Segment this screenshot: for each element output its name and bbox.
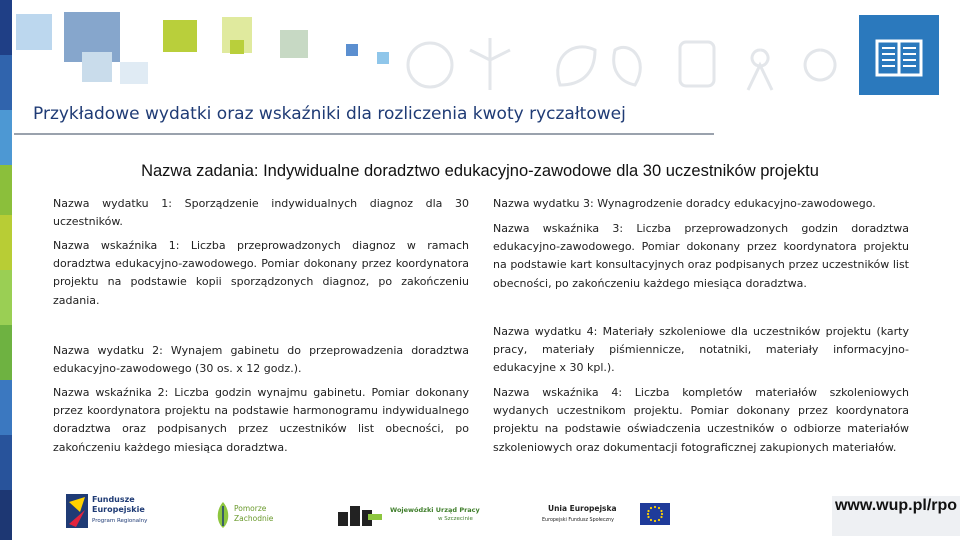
wup-line2: w Szczecinie <box>438 516 473 522</box>
footer-url[interactable]: www.wup.pl/rpo <box>832 496 960 536</box>
fe-star-icon <box>66 494 88 528</box>
indicator-4: Nazwa wskaźnika 4: Liczba kompletów materiałów szkoleniowych wydanych uczestnikom projektu. Pomiar dokonany przez koordynatora projektu na podstawie oświadczenia uczestników o odbiorze materiałów szkoleniowych oraz dokumentacji fotograficznej zakupionych materiałów. <box>493 386 909 454</box>
wind-turbine-icon <box>470 38 510 90</box>
expense-3: Nazwa wydatku 3: Wynagrodzenie doradcy edukacyjno-zawodowego. <box>493 197 876 210</box>
slide-title: Przykładowe wydatki oraz wskaźniki dla rozliczenia kwoty ryczałtowej <box>33 104 626 124</box>
hand-icon <box>408 43 452 87</box>
fe-line2: Europejskie <box>92 505 145 514</box>
fe-line3: Program Regionalny <box>92 518 148 524</box>
leaf-icon <box>558 47 595 85</box>
fundusze-europejskie-logo <box>66 494 166 530</box>
tram-icon <box>680 42 714 86</box>
pomorze-zachodnie-logo <box>214 498 284 532</box>
person-icon <box>748 50 772 90</box>
expense-2: Nazwa wydatku 2: Wynajem gabinetu do przeprowadzenia doradztwa edukacyjno-zawodowego (30 os. x 12 godz.). <box>53 344 469 376</box>
indicator-3: Nazwa wskaźnika 3: Liczba przeprowadzonych godzin doradztwa edukacyjno-zawodowego. Pomiar dokonany przez koordynatora projektu na podstawie kart konsultacyjnych oraz podpisanych przez uczestników list obecności, po zakończeniu każdego miesiąca doradztwa. <box>493 222 909 290</box>
indicator-2: Nazwa wskaźnika 2: Liczba godzin wynajmu gabinetu. Pomiar dokonany przez koordynatora projektu na podstawie harmonogramu indywidualnego doradztwa oraz podpisanych przez uczestników list obecności, po zakończeniu każdego miesiąca doradztwa. <box>53 386 469 454</box>
pz-line2: Zachodnie <box>234 514 274 523</box>
background-icons <box>400 20 860 110</box>
task-title: Nazwa zadania: Indywidualne doradztwo edukacyjno-zawodowe dla 30 uczestników projektu <box>141 162 819 180</box>
unia-europejska-logo <box>540 500 670 530</box>
wup-szczecin-logo <box>338 502 488 530</box>
leaf2-icon <box>614 47 641 85</box>
ue-line2: Europejski Fundusz Społeczny <box>542 518 614 523</box>
pz-leaf-icon <box>214 500 232 530</box>
open-book-icon <box>859 15 939 95</box>
gear-icon <box>805 50 835 80</box>
wup-line1: Wojewódzki Urząd Pracy <box>390 506 480 514</box>
pz-line1: Pomorze <box>234 504 267 513</box>
fe-line1: Fundusze <box>92 495 135 504</box>
wup-blocks-icon <box>338 502 384 528</box>
expense-1: Nazwa wydatku 1: Sporządzenie indywidualnych diagnoz dla 30 uczestników. <box>53 197 469 229</box>
eu-flag-icon <box>640 503 670 525</box>
ue-line1: Unia Europejska <box>548 504 617 513</box>
title-underline <box>14 133 714 135</box>
expense-4: Nazwa wydatku 4: Materiały szkoleniowe dla uczestników projektu (karty pracy, materiały piśmiennicze, notatniki, materiały informacyjno-edukacyjne x 30 kpl.). <box>493 325 909 375</box>
indicator-1: Nazwa wskaźnika 1: Liczba przeprowadzonych diagnoz w ramach doradztwa edukacyjno-zawodowego. Pomiar dokonany przez koordynatora projektu na podstawie kopii sporządzonych diagnoz, po zakończeniu zadania. <box>53 239 469 307</box>
book-badge <box>859 15 939 95</box>
